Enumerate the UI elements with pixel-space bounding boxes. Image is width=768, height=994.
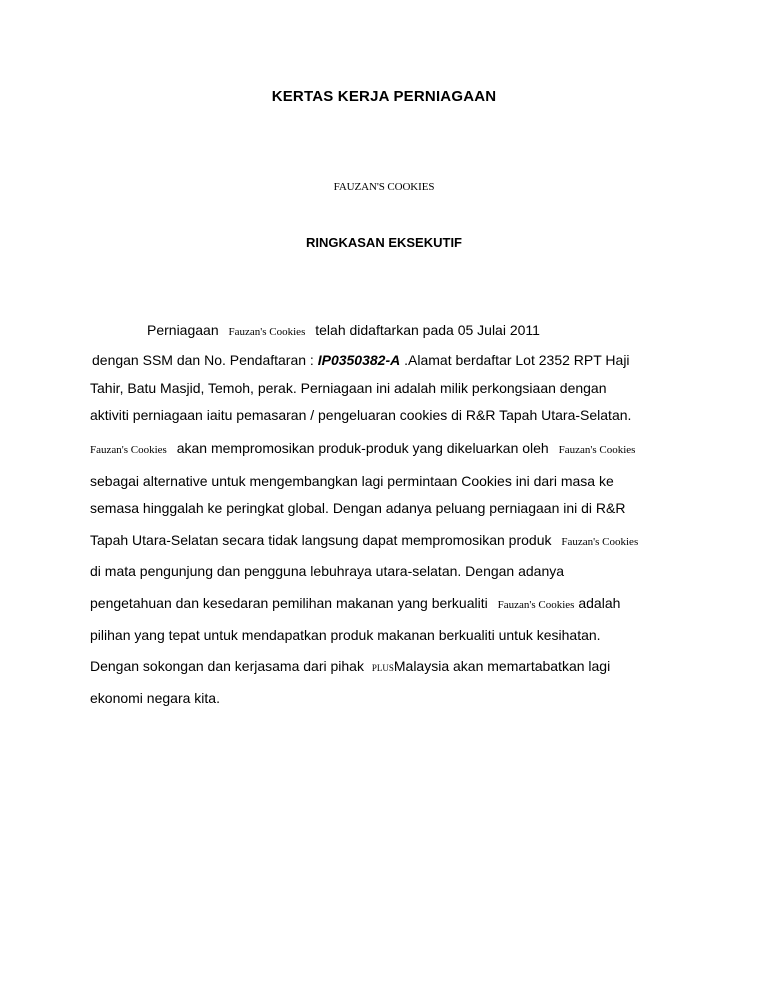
brand-name: Fauzan's Cookies — [228, 326, 306, 338]
plus-brand: PLUS — [371, 663, 394, 673]
section-heading: RINGKASAN EKSEKUTIF — [305, 235, 462, 250]
text-segment: .Alamat berdaftar Lot 2352 RPT Haji — [404, 352, 630, 368]
paragraph-line-6: sebagai alternative untuk mengembangkan lagi permintaan Cookies ini dari masa ke — [90, 473, 614, 489]
brand-name: Fauzan's Cookies — [561, 536, 639, 548]
brand-name: Fauzan's Cookies — [90, 444, 167, 456]
paragraph-line-1 — [147, 321, 540, 341]
text-segment: Malaysia akan memartabatkan lagi — [393, 658, 611, 674]
text-segment: akan mempromosikan produk-produk yang dikeluarkan oleh — [176, 440, 549, 456]
text-segment: Dengan sokongan dan kerjasama dari pihak — [90, 658, 364, 674]
paragraph-line-11: pilihan yang tepat untuk mendapatkan produk makanan berkualiti untuk kesihatan. — [90, 627, 601, 643]
text-segment: telah didaftarkan pada 05 Julai 2011 — [315, 322, 540, 338]
paragraph-line-12 — [90, 657, 610, 677]
paragraph-line-13: ekonomi negara kita. — [90, 690, 220, 706]
paragraph-line-8 — [90, 531, 638, 551]
document-title: KERTAS KERJA PERNIAGAAN — [271, 88, 497, 105]
brand-name: Fauzan's Cookies — [497, 599, 575, 611]
paragraph-line-10 — [90, 594, 620, 614]
paragraph-line-7: semasa hinggalah ke peringkat global. Dengan adanya peluang perniagaan ini di R&R — [90, 500, 626, 516]
text-segment: Tapah Utara-Selatan secara tidak langsung dapat mempromosikan produk — [90, 532, 552, 548]
paragraph-line-2 — [92, 351, 630, 369]
text-segment: dengan SSM dan No. Pendaftaran : — [92, 352, 314, 368]
paragraph-line-3: Tahir, Batu Masjid, Temoh, perak. Perniagaan ini adalah milik perkongsiaan dengan — [90, 380, 607, 396]
text-segment: Perniagaan — [147, 322, 219, 338]
paragraph-line-9: di mata pengunjung dan pengguna lebuhraya utara-selatan. Dengan adanya — [90, 563, 565, 579]
text-segment: pengetahuan dan kesedaran pemilihan makanan yang berkualiti — [90, 595, 488, 611]
brand-name: Fauzan's Cookies — [558, 444, 636, 456]
paragraph-line-5 — [90, 439, 635, 459]
paragraph-line-4: aktiviti perniagaan iaitu pemasaran / pengeluaran cookies di R&R Tapah Utara-Selatan. — [90, 407, 632, 423]
text-segment: adalah — [578, 595, 621, 611]
registration-number: IP0350382-A — [317, 352, 401, 368]
company-name: FAUZAN'S COOKIES — [333, 181, 435, 193]
